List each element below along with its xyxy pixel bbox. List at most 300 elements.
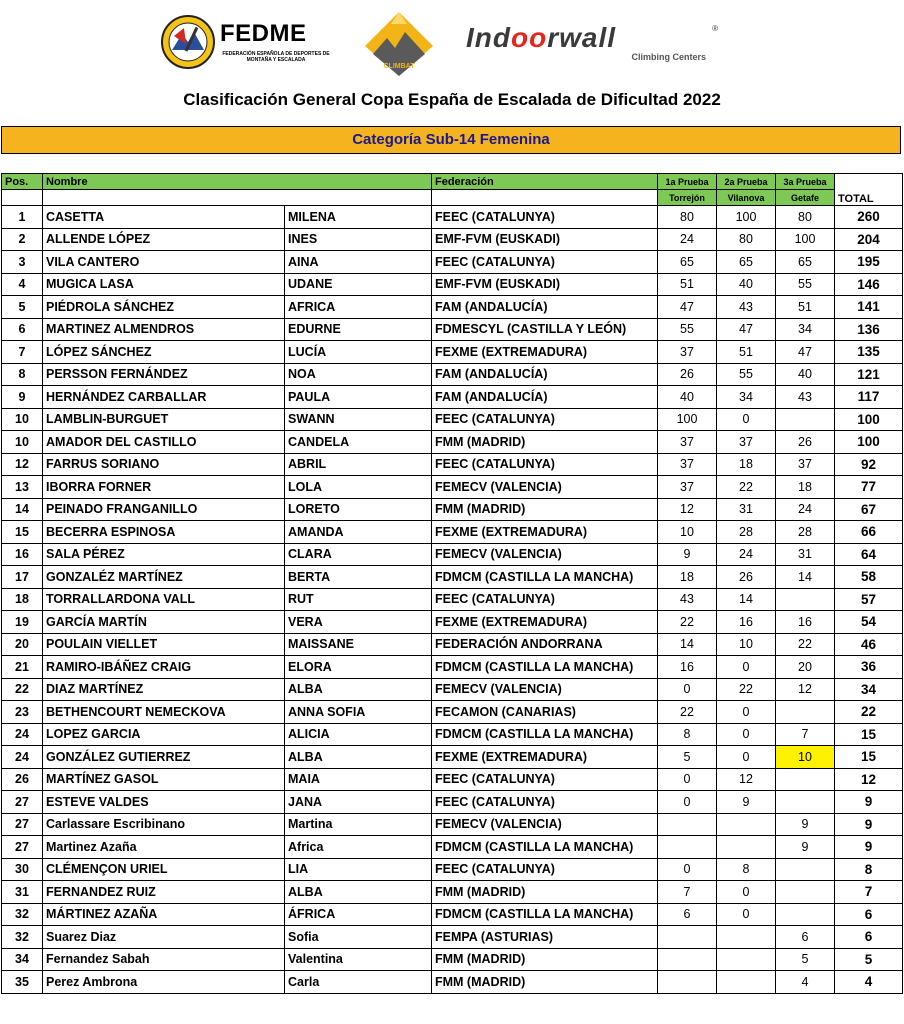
cell-total: 58 xyxy=(835,566,903,589)
cell-apellidos: VILA CANTERO xyxy=(43,251,285,274)
cell-pos: 17 xyxy=(2,566,43,589)
cell-apellidos: GARCÍA MARTÍN xyxy=(43,611,285,634)
cell-prueba-2: 0 xyxy=(717,746,776,769)
cell-prueba-3: 7 xyxy=(776,723,835,746)
cell-prueba-2: 0 xyxy=(717,723,776,746)
header-federacion: Federación xyxy=(432,174,658,190)
cell-prueba-2 xyxy=(717,836,776,859)
cell-pos: 7 xyxy=(2,341,43,364)
cell-prueba-2: 0 xyxy=(717,903,776,926)
indoorwall-name-start: Ind xyxy=(466,22,511,53)
cell-apellidos: AMADOR DEL CASTILLO xyxy=(43,431,285,454)
cell-prueba-3: 9 xyxy=(776,836,835,859)
cell-apellidos: MÁRTINEZ AZAÑA xyxy=(43,903,285,926)
cell-total: 6 xyxy=(835,903,903,926)
cell-prueba-2: 43 xyxy=(717,296,776,319)
cell-prueba-1: 40 xyxy=(658,386,717,409)
cell-nombre: ALBA xyxy=(285,678,432,701)
table-row xyxy=(2,971,903,994)
cell-prueba-1: 0 xyxy=(658,791,717,814)
cell-prueba-1: 37 xyxy=(658,341,717,364)
cell-pos: 14 xyxy=(2,498,43,521)
cell-prueba-1: 0 xyxy=(658,768,717,791)
cell-prueba-1: 80 xyxy=(658,206,717,229)
cell-apellidos: TORRALLARDONA VALL xyxy=(43,588,285,611)
table-row xyxy=(2,768,903,791)
cell-nombre: ALBA xyxy=(285,746,432,769)
cell-prueba-1 xyxy=(658,948,717,971)
cell-pos: 22 xyxy=(2,678,43,701)
cell-prueba-2: 0 xyxy=(717,881,776,904)
cell-nombre: VERA xyxy=(285,611,432,634)
cell-nombre: INES xyxy=(285,228,432,251)
cell-federacion: FEEC (CATALUNYA) xyxy=(432,588,658,611)
cell-pos: 30 xyxy=(2,858,43,881)
cell-nombre: EDURNE xyxy=(285,318,432,341)
cell-nombre: PAULA xyxy=(285,386,432,409)
cell-prueba-1: 55 xyxy=(658,318,717,341)
cell-prueba-3: 40 xyxy=(776,363,835,386)
cell-total: 117 xyxy=(835,386,903,409)
cell-prueba-2: 34 xyxy=(717,386,776,409)
cell-nombre: Martina xyxy=(285,813,432,836)
cell-total: 77 xyxy=(835,476,903,499)
fedme-name: FEDME xyxy=(220,20,307,47)
indoorwall-name-end: rwall xyxy=(547,22,617,53)
cell-prueba-3: 12 xyxy=(776,678,835,701)
cell-apellidos: RAMIRO-IBÁÑEZ CRAIG xyxy=(43,656,285,679)
cell-total: 46 xyxy=(835,633,903,656)
cell-prueba-2: 37 xyxy=(717,431,776,454)
cell-federacion: FEEC (CATALUNYA) xyxy=(432,453,658,476)
cell-pos: 34 xyxy=(2,948,43,971)
cell-prueba-3: 51 xyxy=(776,296,835,319)
cell-prueba-2: 80 xyxy=(717,228,776,251)
cell-prueba-1: 7 xyxy=(658,881,717,904)
cell-nombre: AMANDA xyxy=(285,521,432,544)
table-row xyxy=(2,296,903,319)
cell-apellidos: FARRUS SORIANO xyxy=(43,453,285,476)
cell-total: 12 xyxy=(835,768,903,791)
cell-nombre: Valentina xyxy=(285,948,432,971)
cell-federacion: FDMCM (CASTILLA LA MANCHA) xyxy=(432,656,658,679)
table-row xyxy=(2,633,903,656)
cell-prueba-1: 24 xyxy=(658,228,717,251)
cell-federacion: FEXME (EXTREMADURA) xyxy=(432,611,658,634)
cell-prueba-3: 80 xyxy=(776,206,835,229)
cell-pos: 27 xyxy=(2,791,43,814)
cell-pos: 24 xyxy=(2,746,43,769)
cell-nombre: LORETO xyxy=(285,498,432,521)
cell-nombre: UDANE xyxy=(285,273,432,296)
cell-total: 54 xyxy=(835,611,903,634)
table-row xyxy=(2,813,903,836)
cell-total: 22 xyxy=(835,701,903,724)
cell-prueba-1: 6 xyxy=(658,903,717,926)
cell-prueba-1: 9 xyxy=(658,543,717,566)
cell-pos: 4 xyxy=(2,273,43,296)
cell-prueba-2: 0 xyxy=(717,656,776,679)
cell-total: 260 xyxy=(835,206,903,229)
cell-prueba-2: 16 xyxy=(717,611,776,634)
cell-prueba-2: 14 xyxy=(717,588,776,611)
table-row xyxy=(2,386,903,409)
cell-apellidos: SALA PÉREZ xyxy=(43,543,285,566)
cell-pos: 32 xyxy=(2,903,43,926)
cell-apellidos: BETHENCOURT NEMECKOVA xyxy=(43,701,285,724)
cell-apellidos: PERSSON FERNÁNDEZ xyxy=(43,363,285,386)
cell-total: 136 xyxy=(835,318,903,341)
cell-pos: 26 xyxy=(2,768,43,791)
cell-federacion: FMM (MADRID) xyxy=(432,431,658,454)
cell-federacion: FMM (MADRID) xyxy=(432,971,658,994)
table-row xyxy=(2,453,903,476)
indoorwall-name xyxy=(466,22,616,54)
cell-pos: 2 xyxy=(2,228,43,251)
cell-nombre: LIA xyxy=(285,858,432,881)
cell-nombre: LUCÍA xyxy=(285,341,432,364)
cell-federacion: FEEC (CATALUNYA) xyxy=(432,251,658,274)
cell-apellidos: Perez Ambrona xyxy=(43,971,285,994)
cell-prueba-2: 12 xyxy=(717,768,776,791)
cell-prueba-2 xyxy=(717,926,776,949)
cell-prueba-3: 65 xyxy=(776,251,835,274)
cell-prueba-2: 55 xyxy=(717,363,776,386)
table-row xyxy=(2,228,903,251)
cell-total: 7 xyxy=(835,881,903,904)
cell-pos: 32 xyxy=(2,926,43,949)
cell-pos: 16 xyxy=(2,543,43,566)
table-row xyxy=(2,521,903,544)
cell-total: 15 xyxy=(835,723,903,746)
header-blank xyxy=(432,190,658,206)
cell-total: 92 xyxy=(835,453,903,476)
cell-federacion: FAM (ANDALUCÍA) xyxy=(432,296,658,319)
cell-nombre: ÁFRICA xyxy=(285,903,432,926)
table-row xyxy=(2,251,903,274)
cell-pos: 12 xyxy=(2,453,43,476)
cell-nombre: MAIA xyxy=(285,768,432,791)
cell-federacion: FDMCM (CASTILLA LA MANCHA) xyxy=(432,566,658,589)
cell-apellidos: CASETTA xyxy=(43,206,285,229)
cell-prueba-3: 31 xyxy=(776,543,835,566)
cell-federacion: FAM (ANDALUCÍA) xyxy=(432,386,658,409)
cell-total: 4 xyxy=(835,971,903,994)
cell-prueba-1: 14 xyxy=(658,633,717,656)
cell-prueba-3 xyxy=(776,881,835,904)
cell-prueba-3: 5 xyxy=(776,948,835,971)
cell-apellidos: BECERRA ESPINOSA xyxy=(43,521,285,544)
cell-apellidos: ALLENDE LÓPEZ xyxy=(43,228,285,251)
header-total: TOTAL xyxy=(835,174,903,206)
cell-apellidos: MUGICA LASA xyxy=(43,273,285,296)
cell-prueba-3: 14 xyxy=(776,566,835,589)
table-row xyxy=(2,588,903,611)
cell-prueba-2: 0 xyxy=(717,701,776,724)
cell-pos: 23 xyxy=(2,701,43,724)
cell-apellidos: DIAZ MARTÍNEZ xyxy=(43,678,285,701)
cell-total: 36 xyxy=(835,656,903,679)
cell-prueba-3 xyxy=(776,768,835,791)
cell-nombre: ELORA xyxy=(285,656,432,679)
cell-prueba-1: 12 xyxy=(658,498,717,521)
cell-pos: 35 xyxy=(2,971,43,994)
table-row xyxy=(2,476,903,499)
cell-prueba-2: 40 xyxy=(717,273,776,296)
cell-prueba-2: 22 xyxy=(717,678,776,701)
cell-nombre: Carla xyxy=(285,971,432,994)
cell-pos: 5 xyxy=(2,296,43,319)
header-row-2 xyxy=(2,190,903,206)
table-row xyxy=(2,701,903,724)
cell-federacion: FEMECV (VALENCIA) xyxy=(432,813,658,836)
cell-apellidos: IBORRA FORNER xyxy=(43,476,285,499)
cell-total: 100 xyxy=(835,408,903,431)
cell-pos: 21 xyxy=(2,656,43,679)
cell-prueba-1 xyxy=(658,813,717,836)
cell-pos: 9 xyxy=(2,386,43,409)
cell-prueba-1: 37 xyxy=(658,476,717,499)
page-title: Clasificación General Copa España de Escalada de Dificultad 2022 xyxy=(183,90,721,109)
table-row xyxy=(2,948,903,971)
cell-prueba-3: 100 xyxy=(776,228,835,251)
cell-total: 204 xyxy=(835,228,903,251)
cell-apellidos: HERNÁNDEZ CARBALLAR xyxy=(43,386,285,409)
cell-total: 141 xyxy=(835,296,903,319)
table-row xyxy=(2,363,903,386)
cell-prueba-2: 47 xyxy=(717,318,776,341)
cell-apellidos: FERNANDEZ RUIZ xyxy=(43,881,285,904)
cell-prueba-1: 18 xyxy=(658,566,717,589)
fedme-subtitle: FEDERACIÓN ESPAÑOLA DE DEPORTES DE MONTAÑA Y ESCALADA xyxy=(222,51,330,63)
cell-pos: 8 xyxy=(2,363,43,386)
cell-nombre: AFRICA xyxy=(285,296,432,319)
cell-federacion: FEEC (CATALUNYA) xyxy=(432,768,658,791)
cell-nombre: Sofia xyxy=(285,926,432,949)
registered-mark: ® xyxy=(712,24,718,33)
table-row xyxy=(2,318,903,341)
cell-federacion: FDMCM (CASTILLA LA MANCHA) xyxy=(432,903,658,926)
cell-prueba-3 xyxy=(776,408,835,431)
cell-prueba-3 xyxy=(776,701,835,724)
table-row xyxy=(2,273,903,296)
table-row xyxy=(2,341,903,364)
cell-nombre: CANDELA xyxy=(285,431,432,454)
cell-prueba-1: 37 xyxy=(658,453,717,476)
table-row xyxy=(2,926,903,949)
cell-total: 195 xyxy=(835,251,903,274)
cell-total: 9 xyxy=(835,791,903,814)
header-sede-3: Getafe xyxy=(776,190,835,206)
table-row xyxy=(2,543,903,566)
cell-prueba-1 xyxy=(658,836,717,859)
header-pos: Pos. xyxy=(2,174,43,190)
cell-pos: 27 xyxy=(2,813,43,836)
cell-apellidos: Fernandez Sabah xyxy=(43,948,285,971)
cell-federacion: FEXME (EXTREMADURA) xyxy=(432,341,658,364)
cell-prueba-3: 10 xyxy=(776,746,835,769)
table-row xyxy=(2,566,903,589)
cell-nombre: AINA xyxy=(285,251,432,274)
cell-total: 146 xyxy=(835,273,903,296)
category-banner: Categoría Sub-14 Femenina xyxy=(1,126,901,154)
cell-prueba-3: 22 xyxy=(776,633,835,656)
cell-apellidos: PIÉDROLA SÁNCHEZ xyxy=(43,296,285,319)
header-blank xyxy=(2,190,43,206)
cell-apellidos: GONZÁLEZ GUTIERREZ xyxy=(43,746,285,769)
indoorwall-subtitle: Climbing Centers xyxy=(631,52,706,62)
fedme-logo xyxy=(160,14,330,72)
header-row-1 xyxy=(2,174,903,190)
cell-pos: 1 xyxy=(2,206,43,229)
cell-federacion: FEEC (CATALUNYA) xyxy=(432,858,658,881)
table-row xyxy=(2,903,903,926)
cell-apellidos: Martinez Azaña xyxy=(43,836,285,859)
cell-nombre: RUT xyxy=(285,588,432,611)
cell-prueba-2: 0 xyxy=(717,408,776,431)
cell-apellidos: LOPEZ GARCIA xyxy=(43,723,285,746)
cell-federacion: FMM (MADRID) xyxy=(432,881,658,904)
cell-federacion: FDMCM (CASTILLA LA MANCHA) xyxy=(432,723,658,746)
table-row xyxy=(2,723,903,746)
cell-prueba-3: 47 xyxy=(776,341,835,364)
cell-total: 9 xyxy=(835,836,903,859)
cell-pos: 3 xyxy=(2,251,43,274)
cell-total: 5 xyxy=(835,948,903,971)
cell-prueba-3: 26 xyxy=(776,431,835,454)
cell-apellidos: CLÉMENÇON URIEL xyxy=(43,858,285,881)
table-row xyxy=(2,881,903,904)
cell-total: 6 xyxy=(835,926,903,949)
cell-prueba-1: 26 xyxy=(658,363,717,386)
cell-apellidos: LÓPEZ SÁNCHEZ xyxy=(43,341,285,364)
header-blank xyxy=(43,190,432,206)
header-prueba-1: 1a Prueba xyxy=(658,174,717,190)
table-row xyxy=(2,206,903,229)
cell-total: 8 xyxy=(835,858,903,881)
cell-federacion: FEMECV (VALENCIA) xyxy=(432,476,658,499)
cell-prueba-3: 34 xyxy=(776,318,835,341)
cell-prueba-2: 65 xyxy=(717,251,776,274)
cell-prueba-2: 100 xyxy=(717,206,776,229)
table-row xyxy=(2,678,903,701)
cell-nombre: CLARA xyxy=(285,543,432,566)
cell-prueba-1 xyxy=(658,971,717,994)
cell-nombre: MAISSANE xyxy=(285,633,432,656)
header-prueba-3: 3a Prueba xyxy=(776,174,835,190)
cell-federacion: FMM (MADRID) xyxy=(432,498,658,521)
cell-prueba-2 xyxy=(717,971,776,994)
cell-prueba-1: 0 xyxy=(658,858,717,881)
cell-total: 100 xyxy=(835,431,903,454)
cell-total: 9 xyxy=(835,813,903,836)
cell-total: 57 xyxy=(835,588,903,611)
cell-prueba-1: 100 xyxy=(658,408,717,431)
cell-prueba-1: 10 xyxy=(658,521,717,544)
cell-federacion: FEEC (CATALUNYA) xyxy=(432,408,658,431)
cell-apellidos: MARTINEZ ALMENDROS xyxy=(43,318,285,341)
climbat-logo xyxy=(363,10,435,80)
table-row xyxy=(2,656,903,679)
table-row xyxy=(2,858,903,881)
cell-federacion: FDMCM (CASTILLA LA MANCHA) xyxy=(432,836,658,859)
indoorwall-logo xyxy=(466,22,726,66)
cell-pos: 15 xyxy=(2,521,43,544)
header-nombre: Nombre xyxy=(43,174,432,190)
cell-prueba-1: 47 xyxy=(658,296,717,319)
cell-pos: 13 xyxy=(2,476,43,499)
cell-prueba-2: 24 xyxy=(717,543,776,566)
cell-prueba-1: 5 xyxy=(658,746,717,769)
cell-total: 34 xyxy=(835,678,903,701)
cell-total: 15 xyxy=(835,746,903,769)
cell-pos: 24 xyxy=(2,723,43,746)
cell-prueba-1: 43 xyxy=(658,588,717,611)
cell-nombre: ALBA xyxy=(285,881,432,904)
cell-apellidos: PEINADO FRANGANILLO xyxy=(43,498,285,521)
cell-prueba-3 xyxy=(776,588,835,611)
cell-total: 67 xyxy=(835,498,903,521)
cell-prueba-3: 16 xyxy=(776,611,835,634)
cell-federacion: FEEC (CATALUNYA) xyxy=(432,791,658,814)
cell-federacion: FEMPA (ASTURIAS) xyxy=(432,926,658,949)
cell-apellidos: GONZALÉZ MARTÍNEZ xyxy=(43,566,285,589)
cell-prueba-1: 37 xyxy=(658,431,717,454)
cell-federacion: EMF-FVM (EUSKADI) xyxy=(432,273,658,296)
cell-apellidos: ESTEVE VALDES xyxy=(43,791,285,814)
climbat-label: CLIMBAT xyxy=(383,63,415,70)
cell-nombre: ALICIA xyxy=(285,723,432,746)
cell-prueba-3 xyxy=(776,858,835,881)
indoorwall-name-accent: oo xyxy=(511,22,548,53)
cell-nombre: JANA xyxy=(285,791,432,814)
cell-federacion: FEXME (EXTREMADURA) xyxy=(432,521,658,544)
cell-federacion: FEXME (EXTREMADURA) xyxy=(432,746,658,769)
cell-prueba-1: 51 xyxy=(658,273,717,296)
cell-total: 135 xyxy=(835,341,903,364)
results-table xyxy=(1,173,903,994)
cell-prueba-3: 37 xyxy=(776,453,835,476)
cell-pos: 6 xyxy=(2,318,43,341)
cell-apellidos: POULAIN VIELLET xyxy=(43,633,285,656)
header-sede-2: Vilanova xyxy=(717,190,776,206)
cell-pos: 20 xyxy=(2,633,43,656)
cell-nombre: ABRIL xyxy=(285,453,432,476)
cell-prueba-2: 51 xyxy=(717,341,776,364)
cell-federacion: FEDERACIÓN ANDORRANA xyxy=(432,633,658,656)
cell-federacion: EMF-FVM (EUSKADI) xyxy=(432,228,658,251)
cell-prueba-1: 22 xyxy=(658,611,717,634)
cell-pos: 27 xyxy=(2,836,43,859)
cell-prueba-2: 18 xyxy=(717,453,776,476)
cell-pos: 10 xyxy=(2,431,43,454)
cell-prueba-2: 26 xyxy=(717,566,776,589)
cell-prueba-2: 10 xyxy=(717,633,776,656)
cell-prueba-2: 22 xyxy=(717,476,776,499)
cell-apellidos: Carlassare Escribinano xyxy=(43,813,285,836)
cell-prueba-2 xyxy=(717,948,776,971)
table-row xyxy=(2,791,903,814)
cell-nombre: SWANN xyxy=(285,408,432,431)
cell-pos: 18 xyxy=(2,588,43,611)
table-row xyxy=(2,498,903,521)
cell-apellidos: LAMBLIN-BURGUET xyxy=(43,408,285,431)
cell-federacion: FEEC (CATALUNYA) xyxy=(432,206,658,229)
cell-prueba-2: 28 xyxy=(717,521,776,544)
header-prueba-2: 2a Prueba xyxy=(717,174,776,190)
header-sede-1: Torrejón xyxy=(658,190,717,206)
cell-prueba-3 xyxy=(776,791,835,814)
